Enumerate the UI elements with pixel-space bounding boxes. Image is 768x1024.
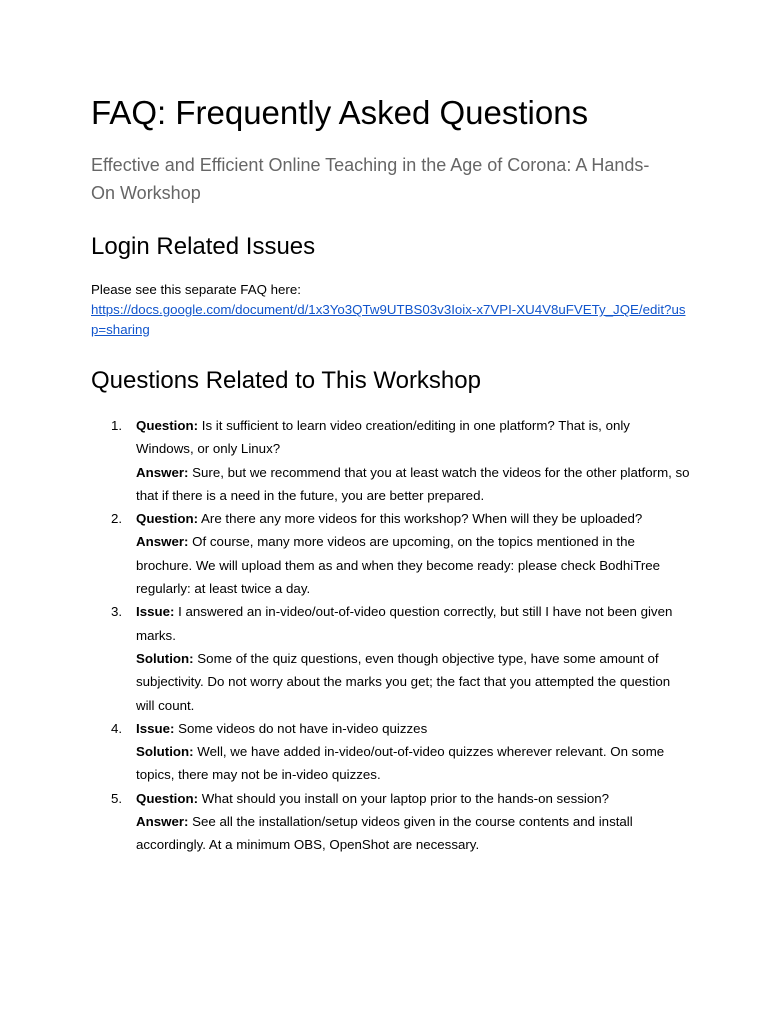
- faq-answer: [136, 461, 691, 508]
- faq-answer-text: Of course, many more videos are upcoming, on the topics mentioned in the brochure. We will upload them as and when they become ready: please check BodhiTree regularly: at least twice a day.: [136, 534, 661, 597]
- login-intro-text: Please see this separate FAQ here:: [91, 282, 301, 297]
- faq-question-label: Issue:: [136, 720, 175, 736]
- faq-item: [91, 507, 691, 600]
- faq-answer-label: Solution:: [136, 650, 194, 666]
- faq-answer: [136, 647, 691, 717]
- faq-list: [91, 414, 691, 857]
- faq-answer-text: Some of the quiz questions, even though objective type, have some amount of subjectivity. Do not worry about the marks you get; the fact that you attempted the question will count.: [136, 650, 671, 713]
- page-subtitle: Effective and Efficient Online Teaching in the Age of Corona: A Hands-On Workshop: [91, 155, 650, 203]
- faq-answer-label: Solution:: [136, 744, 194, 760]
- faq-question-label: Question:: [136, 790, 199, 806]
- faq-question-text: Are there any more videos for this workshop? When will they be uploaded?: [198, 511, 643, 527]
- page-title: FAQ: Frequently Asked Questions: [91, 94, 589, 131]
- faq-item-number: 3.: [111, 604, 123, 620]
- faq-item: [91, 600, 691, 716]
- login-section-heading: Login Related Issues: [91, 233, 316, 260]
- faq-answer: [136, 810, 691, 857]
- faq-item-number: 2.: [111, 511, 123, 527]
- faq-question: [136, 787, 691, 810]
- faq-answer-label: Answer:: [136, 534, 189, 550]
- faq-answer-label: Answer:: [136, 464, 189, 480]
- faq-answer-text: Sure, but we recommend that you at least watch the videos for the other platform, so that if there is a need in the future, you are better prepared.: [136, 464, 690, 503]
- faq-question-text: What should you install on your laptop prior to the hands-on session?: [198, 790, 610, 806]
- faq-item-number: 4.: [111, 720, 123, 736]
- faq-question-text: Is it sufficient to learn video creation/editing in one platform? That is, only Windows, or only Linux?: [136, 418, 630, 457]
- faq-answer: [136, 530, 691, 600]
- faq-answer-text: Well, we have added in-video/out-of-video quizzes wherever relevant. On some topics, there may not be in-video quizzes.: [136, 744, 665, 783]
- login-faq-link[interactable]: https://docs.google.com/document/d/1x3Yo3QTw9UTBS03v3Ioix-x7VPI-XU4V8uFVETy_JQE/edit?usp=sharing: [91, 302, 686, 337]
- faq-question-text: I answered an in-video/out-of-video question correctly, but still I have not been given marks.: [136, 604, 673, 643]
- faq-question-label: Question:: [136, 511, 199, 527]
- faq-question: [136, 600, 691, 647]
- faq-answer: [136, 740, 691, 787]
- faq-question: [136, 414, 691, 461]
- faq-answer-text: See all the installation/setup videos given in the course contents and install accordingly. At a minimum OBS, OpenShot are necessary.: [136, 814, 633, 853]
- faq-item: [91, 717, 691, 787]
- login-section-body: [91, 280, 691, 340]
- faq-question: [136, 717, 691, 740]
- faq-question: [136, 507, 691, 530]
- faq-item: [91, 787, 691, 857]
- faq-answer-label: Answer:: [136, 814, 189, 830]
- faq-question-label: Question:: [136, 418, 199, 433]
- faq-question-text: Some videos do not have in-video quizzes: [174, 720, 428, 736]
- faq-item-number: 5.: [111, 790, 123, 806]
- workshop-section-heading: Questions Related to This Workshop: [91, 367, 481, 394]
- faq-item-number: 1.: [111, 418, 123, 433]
- faq-question-label: Issue:: [136, 604, 175, 620]
- faq-item: [91, 414, 691, 507]
